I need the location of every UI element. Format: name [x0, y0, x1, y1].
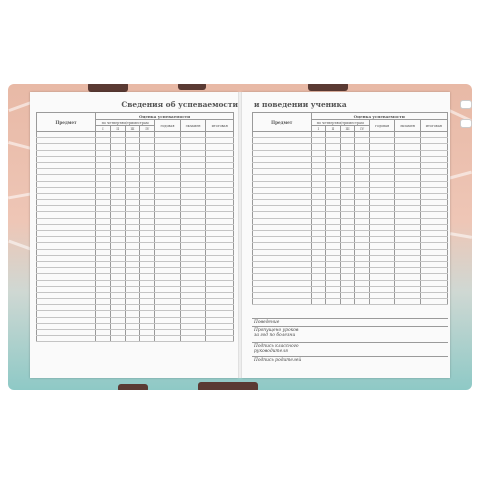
- extra-row-label: Поведение: [254, 320, 280, 325]
- term-label: III: [340, 126, 355, 132]
- grade-cell[interactable]: [395, 299, 420, 305]
- exam-header: экзамен: [180, 120, 206, 132]
- grade-cell[interactable]: [355, 299, 370, 305]
- grade-cell[interactable]: [155, 336, 181, 342]
- extra-row-label: Подпись классного руководителя: [254, 344, 299, 354]
- term-label: II: [326, 126, 341, 132]
- table-row: [253, 299, 448, 305]
- annual-header: годовая: [370, 120, 395, 132]
- grade-cell[interactable]: [253, 299, 312, 305]
- term-label: I: [96, 126, 111, 132]
- extra-row-label: Пропущено уроков за год по болезни: [254, 328, 299, 338]
- page-tabs: [460, 100, 470, 138]
- grades-table-left: [36, 112, 234, 342]
- subject-header: Предмет: [253, 113, 312, 132]
- grade-cell[interactable]: [110, 336, 125, 342]
- term-label: IV: [140, 126, 155, 132]
- tab-marker: [460, 100, 472, 109]
- term-label: I: [311, 126, 326, 132]
- grade-cell[interactable]: [206, 336, 234, 342]
- extra-row-label: Подпись родителей: [254, 358, 302, 363]
- grade-cell[interactable]: [311, 299, 326, 305]
- table-row: [37, 336, 234, 342]
- annual-header: годовая: [155, 120, 181, 132]
- term-label: II: [110, 126, 125, 132]
- subject-header: Предмет: [37, 113, 96, 132]
- book-gutter: [238, 92, 242, 378]
- grade-header: Оценка успеваемости: [96, 113, 234, 120]
- final-header: итоговая: [420, 120, 447, 132]
- grade-cell[interactable]: [180, 336, 206, 342]
- grade-header: Оценка успеваемости: [311, 113, 448, 120]
- grade-cell[interactable]: [140, 336, 155, 342]
- extra-row[interactable]: [252, 318, 448, 326]
- extra-row[interactable]: [252, 326, 448, 342]
- tab-marker: [460, 119, 472, 128]
- extra-row[interactable]: [252, 356, 448, 366]
- grade-cell[interactable]: [420, 299, 447, 305]
- grades-table-right: [252, 112, 448, 305]
- behaviour-section: [252, 318, 448, 366]
- term-label: IV: [355, 126, 370, 132]
- term-header: по четвертям/триместрам: [96, 120, 155, 126]
- grade-cell[interactable]: [37, 336, 96, 342]
- grade-cell[interactable]: [340, 299, 355, 305]
- final-header: итоговая: [206, 120, 234, 132]
- term-label: III: [125, 126, 140, 132]
- grade-cell[interactable]: [96, 336, 111, 342]
- term-header: по четвертям/триместрам: [311, 120, 370, 126]
- title-left: Сведения об успеваемости: [121, 100, 238, 109]
- grade-cell[interactable]: [125, 336, 140, 342]
- title-right: и поведении ученика: [254, 100, 347, 109]
- exam-header: экзамен: [395, 120, 420, 132]
- grade-cell[interactable]: [326, 299, 341, 305]
- extra-row[interactable]: [252, 342, 448, 356]
- grade-cell[interactable]: [370, 299, 395, 305]
